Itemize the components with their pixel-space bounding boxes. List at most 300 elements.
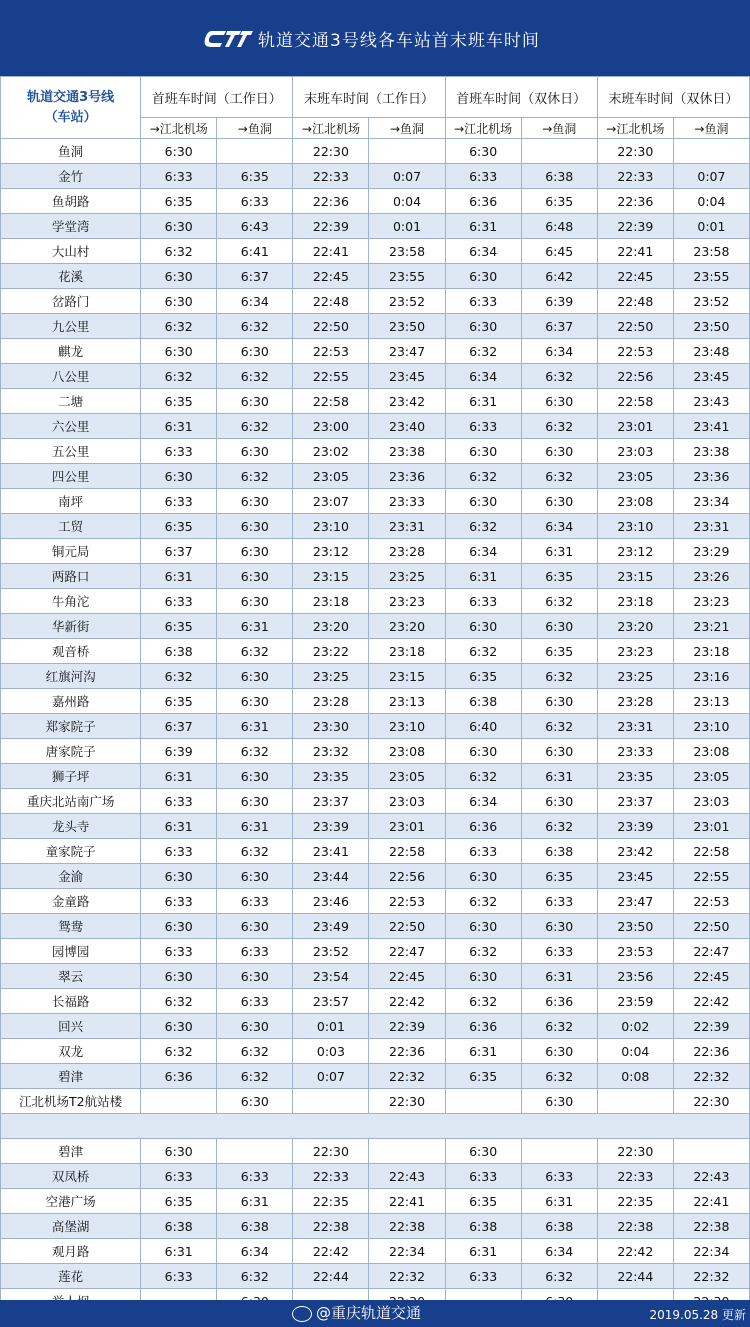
time-cell: 6:32 <box>217 414 293 439</box>
time-cell: 23:28 <box>369 539 445 564</box>
time-cell: 22:30 <box>597 1139 673 1164</box>
table-row <box>1 414 750 439</box>
time-cell: 22:43 <box>369 1164 445 1189</box>
time-cell: 23:50 <box>597 914 673 939</box>
time-cell: 6:30 <box>217 1089 293 1114</box>
time-cell: 6:35 <box>141 514 217 539</box>
time-cell: 23:45 <box>597 864 673 889</box>
time-cell: 6:33 <box>217 889 293 914</box>
station-name: 唐家院子 <box>1 739 141 764</box>
time-cell: 6:31 <box>141 764 217 789</box>
time-cell: 22:32 <box>369 1264 445 1289</box>
time-cell: 23:35 <box>597 764 673 789</box>
time-cell: 6:30 <box>445 489 521 514</box>
time-cell: 22:48 <box>293 289 369 314</box>
time-cell: 6:31 <box>141 814 217 839</box>
station-name: 金竹 <box>1 164 141 189</box>
time-cell: 23:38 <box>673 439 749 464</box>
time-cell: 6:32 <box>521 814 597 839</box>
station-name: 两路口 <box>1 564 141 589</box>
time-cell <box>141 1089 217 1114</box>
time-cell: 23:48 <box>673 339 749 364</box>
time-cell: 22:55 <box>673 864 749 889</box>
time-cell: 23:02 <box>293 439 369 464</box>
time-cell: 6:33 <box>141 1264 217 1289</box>
time-cell: 6:37 <box>141 714 217 739</box>
time-cell: 23:13 <box>673 689 749 714</box>
page-footer <box>0 1300 750 1327</box>
time-cell: 22:47 <box>369 939 445 964</box>
time-cell: 23:25 <box>293 664 369 689</box>
table-row <box>1 1039 750 1064</box>
time-cell: 6:48 <box>521 214 597 239</box>
table-row <box>1 689 750 714</box>
station-name: 四公里 <box>1 464 141 489</box>
time-cell: 6:35 <box>521 564 597 589</box>
time-cell: 23:12 <box>293 539 369 564</box>
time-cell: 23:01 <box>369 814 445 839</box>
time-cell: 6:32 <box>521 1014 597 1039</box>
time-cell: 6:34 <box>521 514 597 539</box>
station-name: 鸳鸯 <box>1 914 141 939</box>
crt-logo-icon <box>204 28 254 50</box>
time-cell: 23:35 <box>293 764 369 789</box>
time-cell: 23:46 <box>293 889 369 914</box>
time-cell: 6:32 <box>445 764 521 789</box>
time-cell: 6:31 <box>521 764 597 789</box>
table-row <box>1 1089 750 1114</box>
time-cell: 6:38 <box>521 164 597 189</box>
time-cell: 6:32 <box>521 464 597 489</box>
time-cell: 23:01 <box>597 414 673 439</box>
time-cell: 6:43 <box>217 214 293 239</box>
time-cell: 6:31 <box>141 414 217 439</box>
time-cell: 6:38 <box>521 1214 597 1239</box>
time-cell: 22:45 <box>673 964 749 989</box>
time-cell: 6:30 <box>521 389 597 414</box>
time-cell: 6:33 <box>521 1164 597 1189</box>
time-cell: 6:32 <box>445 514 521 539</box>
time-cell: 6:33 <box>141 939 217 964</box>
time-cell: 22:39 <box>673 1014 749 1039</box>
time-cell: 22:35 <box>293 1189 369 1214</box>
time-cell: 22:30 <box>293 1139 369 1164</box>
time-cell: 6:35 <box>521 864 597 889</box>
time-cell: 23:18 <box>597 589 673 614</box>
time-cell: 23:20 <box>293 614 369 639</box>
time-cell: 22:42 <box>369 989 445 1014</box>
time-cell: 22:42 <box>293 1239 369 1264</box>
station-name: 郑家院子 <box>1 714 141 739</box>
time-cell: 6:30 <box>217 789 293 814</box>
time-cell: 23:10 <box>293 514 369 539</box>
station-name: 回兴 <box>1 1014 141 1039</box>
time-cell: 23:00 <box>293 414 369 439</box>
time-cell: 6:39 <box>521 289 597 314</box>
time-cell: 6:35 <box>521 639 597 664</box>
table-row <box>1 789 750 814</box>
time-cell: 6:38 <box>141 1214 217 1239</box>
time-cell: 6:32 <box>445 889 521 914</box>
station-name: 九公里 <box>1 314 141 339</box>
time-cell: 23:10 <box>673 714 749 739</box>
group-header: 首班车时间（工作日） <box>141 77 293 118</box>
time-cell: 23:33 <box>597 739 673 764</box>
time-cell: 6:37 <box>217 264 293 289</box>
time-cell: 6:33 <box>445 589 521 614</box>
time-cell: 6:32 <box>217 464 293 489</box>
time-cell: 22:42 <box>673 989 749 1014</box>
time-cell: 6:33 <box>141 439 217 464</box>
time-cell: 6:32 <box>217 314 293 339</box>
time-cell: 22:44 <box>597 1264 673 1289</box>
time-cell: 6:45 <box>521 239 597 264</box>
time-cell: 23:32 <box>293 739 369 764</box>
time-cell: 6:31 <box>445 1039 521 1064</box>
time-cell: 23:07 <box>293 489 369 514</box>
time-cell: 6:32 <box>141 364 217 389</box>
time-cell: 23:52 <box>369 289 445 314</box>
time-cell <box>293 1089 369 1114</box>
time-cell <box>369 139 445 164</box>
time-cell: 23:22 <box>293 639 369 664</box>
time-cell: 6:32 <box>217 1264 293 1289</box>
time-cell: 0:03 <box>293 1039 369 1064</box>
station-name: 五公里 <box>1 439 141 464</box>
time-cell: 23:39 <box>293 814 369 839</box>
time-cell: 22:36 <box>369 1039 445 1064</box>
time-cell: 6:32 <box>141 664 217 689</box>
time-cell: 6:30 <box>445 864 521 889</box>
table-row <box>1 389 750 414</box>
station-name: 嘉州路 <box>1 689 141 714</box>
time-cell: 23:58 <box>673 239 749 264</box>
direction-header: →江北机场 <box>141 118 217 139</box>
station-name: 鱼洞 <box>1 139 141 164</box>
time-cell: 22:34 <box>369 1239 445 1264</box>
time-cell: 22:47 <box>673 939 749 964</box>
time-cell: 6:30 <box>521 439 597 464</box>
time-cell: 6:37 <box>141 539 217 564</box>
time-cell: 6:32 <box>445 464 521 489</box>
time-cell: 22:41 <box>369 1189 445 1214</box>
time-cell: 22:43 <box>673 1164 749 1189</box>
direction-header: →鱼洞 <box>521 118 597 139</box>
time-cell: 22:45 <box>293 264 369 289</box>
station-name: 金童路 <box>1 889 141 914</box>
time-cell: 6:34 <box>521 1239 597 1264</box>
time-cell: 6:30 <box>445 739 521 764</box>
separator-cell <box>1 1114 750 1139</box>
table-row <box>1 439 750 464</box>
time-cell: 23:28 <box>293 689 369 714</box>
time-cell: 6:32 <box>141 989 217 1014</box>
time-cell: 0:02 <box>597 1014 673 1039</box>
time-cell: 23:54 <box>293 964 369 989</box>
time-cell: 22:33 <box>597 164 673 189</box>
time-cell: 0:01 <box>369 214 445 239</box>
time-cell: 6:30 <box>217 489 293 514</box>
time-cell: 23:45 <box>673 364 749 389</box>
direction-header: →江北机场 <box>293 118 369 139</box>
time-cell: 6:32 <box>521 364 597 389</box>
time-cell: 6:30 <box>141 264 217 289</box>
table-row <box>1 1264 750 1289</box>
time-cell: 23:36 <box>673 464 749 489</box>
station-name: 长福路 <box>1 989 141 1014</box>
time-cell: 6:33 <box>141 789 217 814</box>
time-cell: 22:50 <box>597 314 673 339</box>
time-cell: 6:34 <box>217 289 293 314</box>
time-cell: 6:32 <box>217 1039 293 1064</box>
time-cell: 0:04 <box>369 189 445 214</box>
time-cell: 6:32 <box>217 364 293 389</box>
time-cell: 23:16 <box>673 664 749 689</box>
group-header: 末班车时间（工作日） <box>293 77 445 118</box>
time-cell: 23:26 <box>673 564 749 589</box>
time-cell: 6:30 <box>217 339 293 364</box>
time-cell: 6:32 <box>521 664 597 689</box>
table-row <box>1 1064 750 1089</box>
time-cell: 23:56 <box>597 964 673 989</box>
time-cell: 23:10 <box>597 514 673 539</box>
timetable <box>0 76 750 1314</box>
time-cell: 6:32 <box>521 1264 597 1289</box>
time-cell: 6:30 <box>141 339 217 364</box>
time-cell: 6:32 <box>217 639 293 664</box>
station-name: 大山村 <box>1 239 141 264</box>
time-cell: 23:13 <box>369 689 445 714</box>
time-cell: 22:39 <box>597 214 673 239</box>
time-cell: 6:30 <box>521 789 597 814</box>
time-cell: 23:15 <box>293 564 369 589</box>
table-row <box>1 139 750 164</box>
time-cell: 23:08 <box>597 489 673 514</box>
time-cell: 22:53 <box>597 339 673 364</box>
time-cell: 0:07 <box>369 164 445 189</box>
time-cell: 23:08 <box>369 739 445 764</box>
time-cell: 6:33 <box>445 164 521 189</box>
time-cell <box>673 1139 749 1164</box>
table-row <box>1 214 750 239</box>
table-row <box>1 814 750 839</box>
time-cell: 0:07 <box>673 164 749 189</box>
time-cell: 6:31 <box>141 1239 217 1264</box>
time-cell <box>217 1139 293 1164</box>
table-row <box>1 914 750 939</box>
station-name: 麒龙 <box>1 339 141 364</box>
time-cell: 6:33 <box>445 839 521 864</box>
time-cell: 22:39 <box>293 214 369 239</box>
group-header: 末班车时间（双休日） <box>597 77 749 118</box>
time-cell: 22:36 <box>673 1039 749 1064</box>
time-cell: 6:38 <box>217 1214 293 1239</box>
time-cell: 23:45 <box>369 364 445 389</box>
time-cell <box>217 139 293 164</box>
table-row <box>1 1014 750 1039</box>
time-cell: 6:30 <box>141 139 217 164</box>
time-cell: 22:30 <box>293 139 369 164</box>
table-row <box>1 889 750 914</box>
time-cell: 22:55 <box>293 364 369 389</box>
station-name: 双凤桥 <box>1 1164 141 1189</box>
time-cell: 22:38 <box>673 1214 749 1239</box>
time-cell: 22:45 <box>369 964 445 989</box>
table-row <box>1 464 750 489</box>
station-name: 岔路门 <box>1 289 141 314</box>
time-cell: 23:59 <box>597 989 673 1014</box>
time-cell: 23:31 <box>673 514 749 539</box>
station-name: 六公里 <box>1 414 141 439</box>
time-cell: 6:30 <box>521 489 597 514</box>
time-cell: 0:04 <box>597 1039 673 1064</box>
time-cell: 6:36 <box>445 189 521 214</box>
time-cell: 6:35 <box>141 614 217 639</box>
time-cell: 22:33 <box>597 1164 673 1189</box>
time-cell: 23:15 <box>369 664 445 689</box>
time-cell <box>521 1139 597 1164</box>
time-cell <box>521 139 597 164</box>
time-cell: 22:56 <box>369 864 445 889</box>
time-cell: 6:33 <box>217 989 293 1014</box>
table-row <box>1 939 750 964</box>
time-cell: 6:35 <box>141 1189 217 1214</box>
time-cell: 6:35 <box>217 164 293 189</box>
time-cell: 6:30 <box>141 1139 217 1164</box>
table-row <box>1 864 750 889</box>
table-row <box>1 164 750 189</box>
page-header <box>0 0 750 76</box>
time-cell: 6:33 <box>217 189 293 214</box>
time-cell: 23:23 <box>597 639 673 664</box>
time-cell: 6:30 <box>445 614 521 639</box>
time-cell: 22:33 <box>293 164 369 189</box>
time-cell: 23:23 <box>673 589 749 614</box>
time-cell: 6:37 <box>521 314 597 339</box>
time-cell: 6:33 <box>141 839 217 864</box>
time-cell: 23:18 <box>369 639 445 664</box>
time-cell: 23:40 <box>369 414 445 439</box>
direction-header: →鱼洞 <box>369 118 445 139</box>
time-cell: 6:33 <box>521 939 597 964</box>
time-cell: 6:35 <box>445 1189 521 1214</box>
time-cell: 6:38 <box>445 689 521 714</box>
time-cell: 6:33 <box>217 1164 293 1189</box>
time-cell: 22:38 <box>369 1214 445 1239</box>
time-cell: 22:58 <box>293 389 369 414</box>
table-row <box>1 964 750 989</box>
station-name: 牛角沱 <box>1 589 141 614</box>
time-cell: 22:36 <box>293 189 369 214</box>
time-cell: 6:30 <box>217 539 293 564</box>
time-cell: 6:30 <box>521 614 597 639</box>
time-cell: 6:30 <box>521 739 597 764</box>
time-cell: 6:32 <box>217 839 293 864</box>
time-cell: 23:05 <box>673 764 749 789</box>
table-row <box>1 1239 750 1264</box>
time-cell: 6:33 <box>445 289 521 314</box>
table-row <box>1 989 750 1014</box>
time-cell: 0:01 <box>673 214 749 239</box>
station-name: 铜元局 <box>1 539 141 564</box>
table-row <box>1 489 750 514</box>
time-cell: 22:32 <box>369 1064 445 1089</box>
table-row <box>1 1139 750 1164</box>
time-cell: 6:30 <box>445 964 521 989</box>
table-row <box>1 1214 750 1239</box>
time-cell: 6:35 <box>141 689 217 714</box>
time-cell: 6:34 <box>445 239 521 264</box>
time-cell: 6:30 <box>217 1014 293 1039</box>
time-cell <box>597 1089 673 1114</box>
time-cell: 6:36 <box>445 1014 521 1039</box>
table-row <box>1 314 750 339</box>
time-cell: 6:30 <box>141 864 217 889</box>
time-cell: 6:30 <box>445 439 521 464</box>
time-cell: 22:36 <box>597 189 673 214</box>
time-cell: 23:21 <box>673 614 749 639</box>
station-column-header <box>1 77 141 139</box>
time-cell: 23:20 <box>597 614 673 639</box>
time-cell: 23:05 <box>597 464 673 489</box>
station-name: 花溪 <box>1 264 141 289</box>
time-cell: 6:31 <box>445 1239 521 1264</box>
time-cell: 6:32 <box>445 989 521 1014</box>
time-cell: 6:31 <box>217 714 293 739</box>
time-cell: 22:41 <box>673 1189 749 1214</box>
direction-header: →鱼洞 <box>673 118 749 139</box>
time-cell: 23:52 <box>293 939 369 964</box>
time-cell: 6:32 <box>217 739 293 764</box>
time-cell: 23:05 <box>293 464 369 489</box>
time-cell: 23:31 <box>597 714 673 739</box>
time-cell: 22:38 <box>293 1214 369 1239</box>
station-name: 鱼胡路 <box>1 189 141 214</box>
time-cell: 6:34 <box>445 789 521 814</box>
time-cell: 6:35 <box>141 389 217 414</box>
time-cell: 22:30 <box>597 139 673 164</box>
station-name: 八公里 <box>1 364 141 389</box>
station-name: 空港广场 <box>1 1189 141 1214</box>
table-row <box>1 264 750 289</box>
table-row <box>1 1164 750 1189</box>
time-cell: 6:30 <box>217 664 293 689</box>
time-cell <box>445 1089 521 1114</box>
time-cell <box>369 1139 445 1164</box>
time-cell: 6:32 <box>521 1064 597 1089</box>
time-cell: 22:41 <box>597 239 673 264</box>
time-cell: 6:30 <box>141 214 217 239</box>
line-name: 轨道交通3号线 <box>27 89 115 105</box>
time-cell: 23:42 <box>369 389 445 414</box>
time-cell: 6:32 <box>445 339 521 364</box>
time-cell: 23:58 <box>369 239 445 264</box>
table-row <box>1 614 750 639</box>
time-cell: 22:53 <box>369 889 445 914</box>
time-cell: 23:52 <box>673 289 749 314</box>
station-name: 碧津 <box>1 1139 141 1164</box>
time-cell: 6:30 <box>141 464 217 489</box>
weibo-icon <box>292 1306 312 1322</box>
time-cell: 6:39 <box>141 739 217 764</box>
time-cell: 6:34 <box>217 1239 293 1264</box>
time-cell: 22:33 <box>293 1164 369 1189</box>
station-name: 观音桥 <box>1 639 141 664</box>
time-cell: 22:32 <box>673 1064 749 1089</box>
time-cell: 23:01 <box>673 814 749 839</box>
time-cell: 22:48 <box>597 289 673 314</box>
time-cell: 6:35 <box>141 189 217 214</box>
